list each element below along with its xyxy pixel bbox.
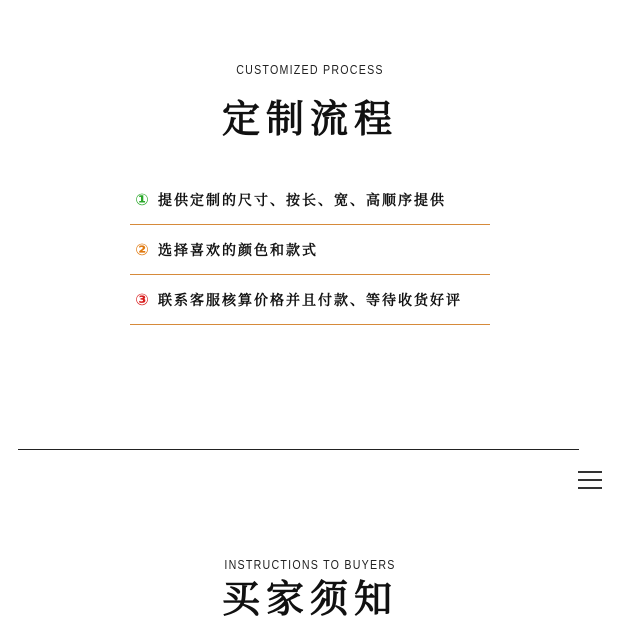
step-text: 提供定制的尺寸、按长、宽、高顺序提供 [158, 193, 446, 209]
section-divider [18, 449, 579, 450]
step-text: 联系客服核算价格并且付款、等待收货好评 [158, 292, 462, 309]
section-subtitle: INSTRUCTIONS TO BUYERS [224, 557, 396, 572]
process-steps-list [130, 176, 490, 325]
hamburger-menu-icon[interactable] [578, 470, 602, 490]
section-title: 定制流程 [221, 97, 398, 141]
step-number: ② [135, 239, 149, 259]
step-number: ③ [135, 289, 149, 309]
section-subtitle: CUSTOMIZED PROCESS [236, 62, 384, 77]
step-number: ① [135, 190, 149, 209]
step-text: 选择喜欢的颜色和款式 [158, 242, 318, 259]
process-step [130, 176, 490, 225]
process-step [130, 275, 490, 325]
process-step [130, 225, 490, 275]
section-title: 买家须知 [221, 577, 398, 621]
